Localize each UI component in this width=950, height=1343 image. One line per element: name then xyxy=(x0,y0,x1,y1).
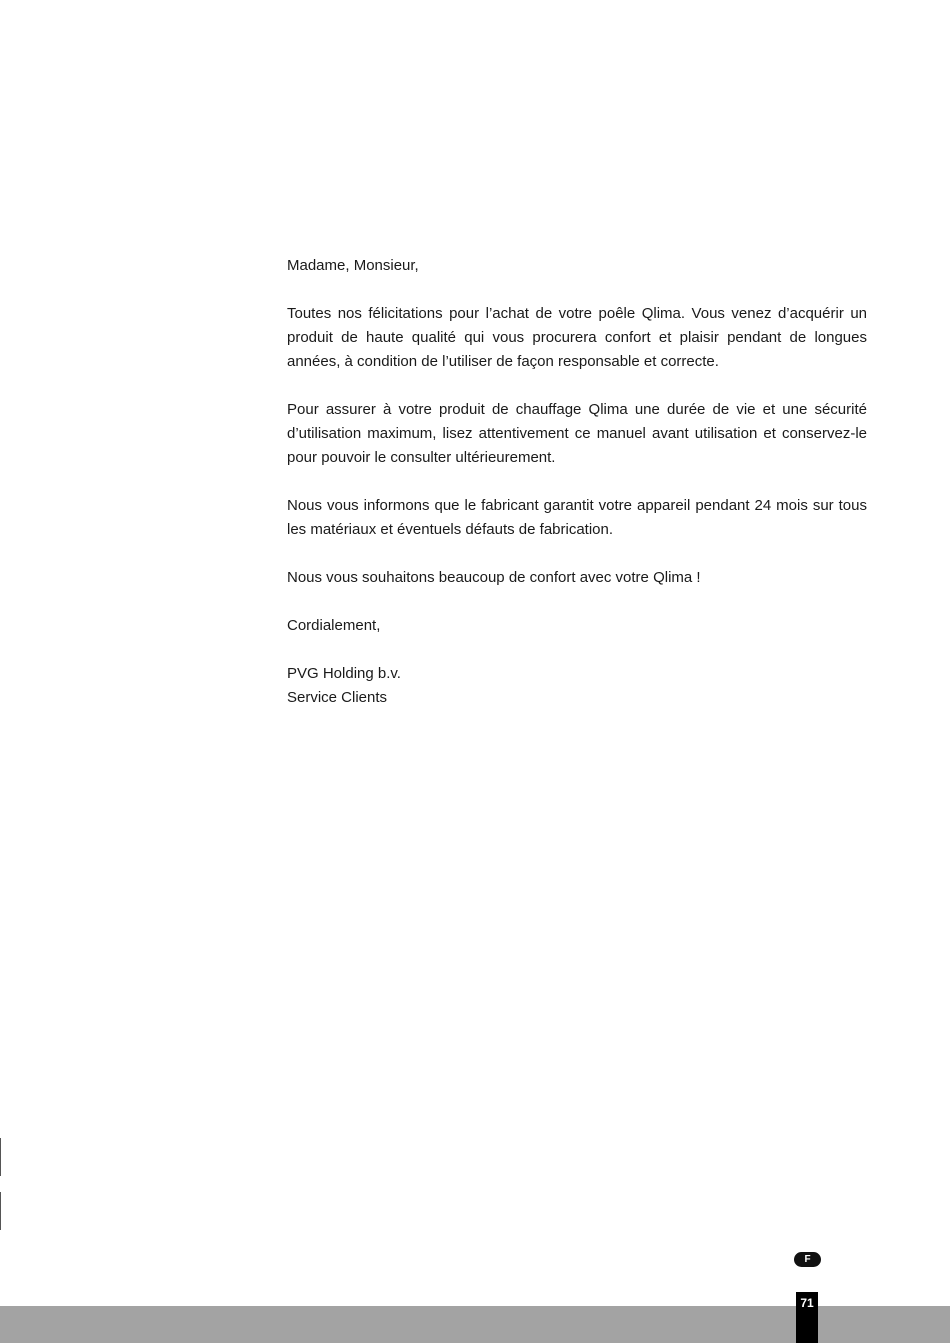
signature-department: Service Clients xyxy=(287,689,388,706)
page-number: 71 xyxy=(796,1292,818,1343)
signature-company: PVG Holding b.v. xyxy=(287,665,401,682)
salutation: Madame, Monsieur, xyxy=(287,257,419,274)
paragraph-wishes: Nous vous souhaitons beaucoup de confort avec votre Qlima ! xyxy=(287,569,701,586)
language-badge: F xyxy=(794,1252,821,1267)
signature xyxy=(287,662,867,710)
paragraph-warranty: Nous vous informons que le fabricant garantit votre appareil pendant 24 mois sur tous les matériaux et éventuels défauts de fabrication. xyxy=(287,497,867,538)
closing: Cordialement, xyxy=(287,617,381,634)
letter-body xyxy=(287,254,867,710)
paragraph-manual-advice: Pour assurer à votre produit de chauffage Qlima une durée de vie et une sécurité d’utilisation maximum, lisez attentivement ce manuel avant utilisation et conservez-le pour pouvoir le consulter ultérieurement. xyxy=(287,401,867,466)
paragraph-congratulations: Toutes nos félicitations pour l’achat de votre poêle Qlima. Vous venez d’acquérir un produit de haute qualité qui vous procurera confort et plaisir pendant de longues années, à condition de l’utiliser de façon responsable et correcte. xyxy=(287,305,867,370)
margin-mark-upper xyxy=(0,1138,1,1176)
margin-mark-lower xyxy=(0,1192,1,1230)
